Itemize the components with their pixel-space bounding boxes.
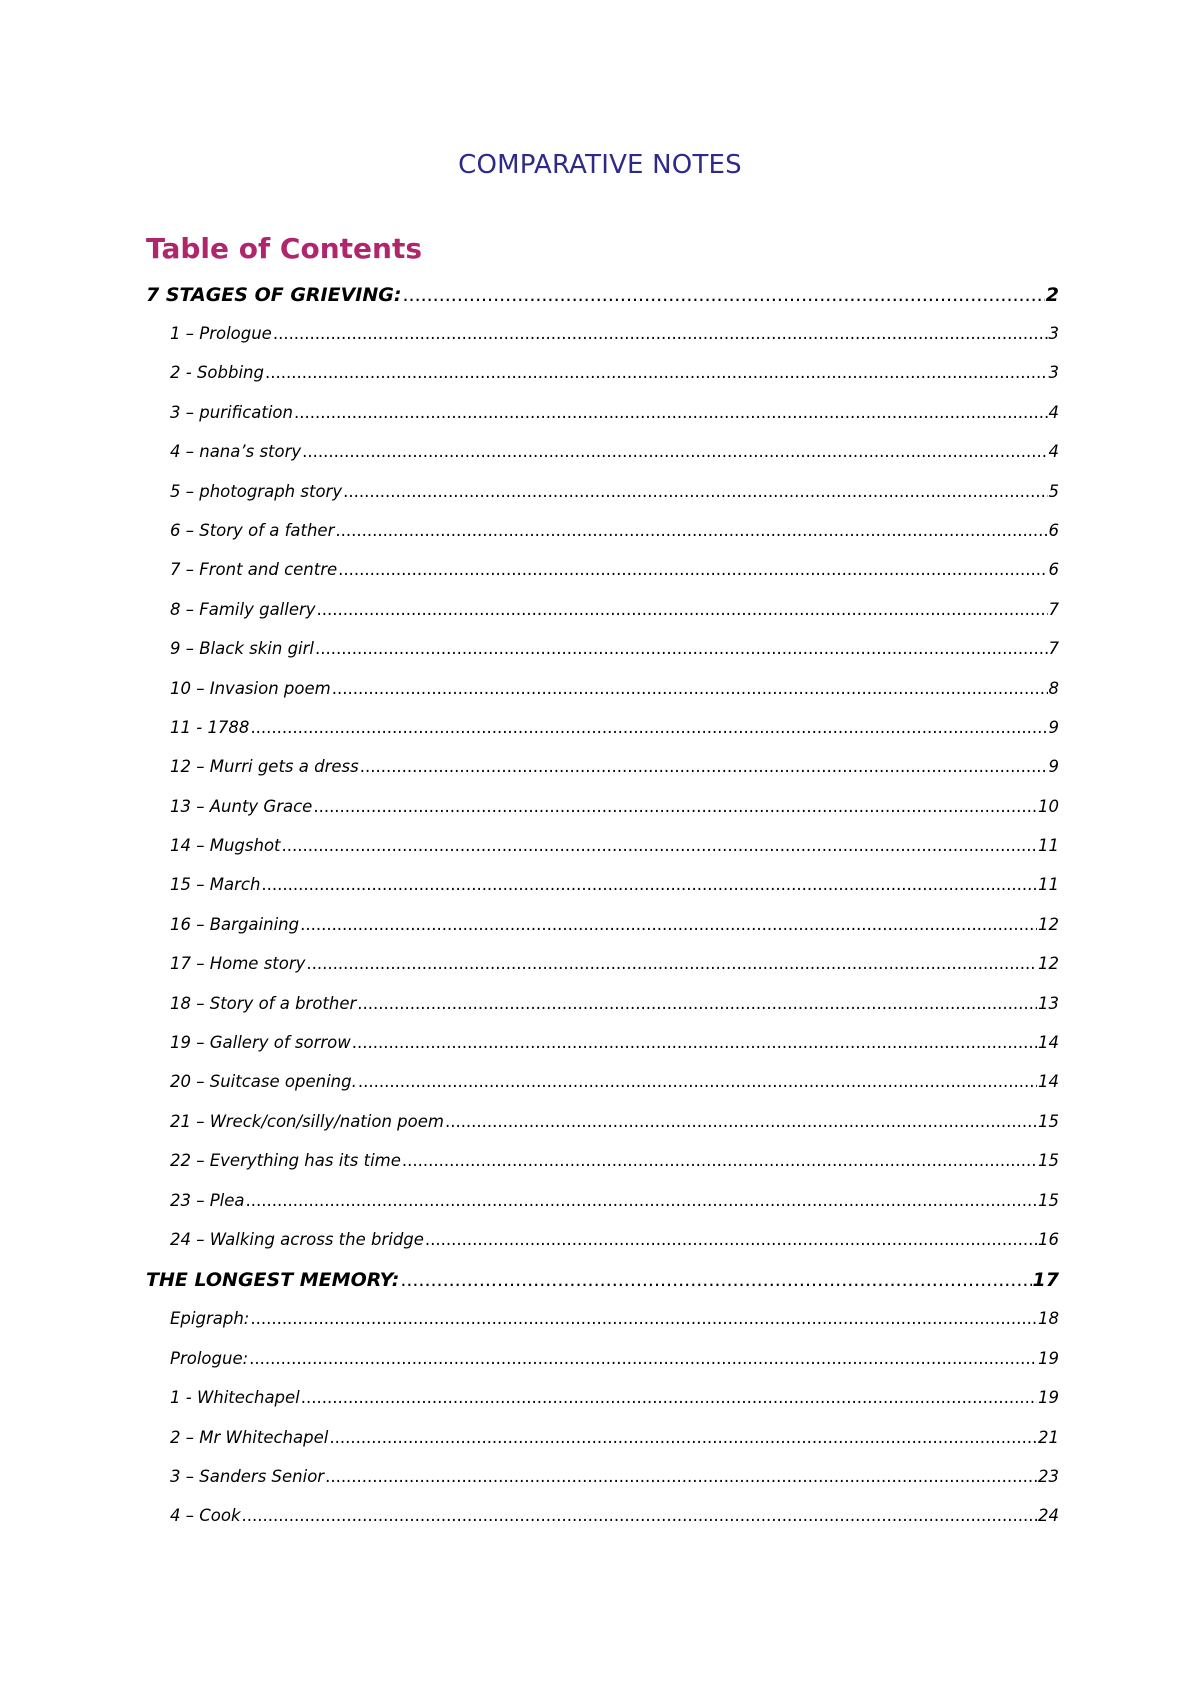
toc-dot-leader [402, 284, 1044, 306]
toc-dot-leader [246, 1191, 1037, 1210]
toc-entry-label: 18 – Story of a brother [170, 993, 357, 1013]
toc-entry-label: Epigraph: [170, 1309, 250, 1329]
toc-dot-leader [335, 521, 1047, 540]
toc-dot-leader [250, 1309, 1037, 1328]
toc-entry-label: 4 – nana’s story [170, 442, 302, 462]
toc-subsection-entry[interactable] [146, 442, 1059, 481]
toc-entry-label: THE LONGEST MEMORY: [146, 1269, 400, 1292]
toc-subsection-entry[interactable] [146, 718, 1059, 757]
toc-page-number: 23 [1038, 1466, 1059, 1486]
toc-entry-label: 10 – Invasion poem [170, 678, 331, 698]
document-title: COMPARATIVE NOTES [458, 150, 742, 180]
toc-entry-label: 7 STAGES OF GRIEVING: [146, 284, 402, 306]
toc-dot-leader [249, 1349, 1037, 1368]
toc-subsection-entry[interactable] [146, 1506, 1059, 1545]
toc-dot-leader [313, 797, 1037, 816]
toc-dot-leader [315, 639, 1048, 658]
toc-page-number: 15 [1038, 1151, 1059, 1171]
toc-entry-label: 20 – Suitcase opening. [170, 1072, 357, 1092]
toc-subsection-entry[interactable] [146, 1072, 1059, 1111]
toc-entry-label: 6 – Story of a father [170, 520, 335, 540]
toc-dot-leader [425, 1230, 1037, 1249]
toc-heading: Table of Contents [146, 232, 423, 265]
toc-page-number: 14 [1038, 1033, 1059, 1053]
toc-subsection-entry[interactable] [146, 521, 1059, 560]
toc-page-number: 17 [1032, 1269, 1059, 1292]
toc-subsection-entry[interactable] [146, 1230, 1059, 1269]
toc-page-number: 3 [1048, 363, 1059, 383]
toc-page-number: 12 [1038, 954, 1059, 974]
toc-entry-label: 15 – March [170, 875, 261, 895]
toc-page-number: 24 [1038, 1506, 1059, 1526]
toc-dot-leader [306, 954, 1037, 973]
toc-dot-leader [332, 679, 1048, 698]
toc-subsection-entry[interactable] [146, 797, 1059, 836]
toc-subsection-entry[interactable] [146, 1349, 1059, 1388]
toc-dot-leader [325, 1467, 1037, 1486]
toc-page-number: 18 [1038, 1309, 1059, 1329]
toc-page-number: 21 [1038, 1427, 1059, 1447]
toc-subsection-entry[interactable] [146, 1467, 1059, 1506]
toc-dot-leader [301, 1388, 1037, 1407]
toc-page-number: 10 [1038, 796, 1059, 816]
toc-dot-leader [317, 600, 1048, 619]
toc-entry-label: 24 – Walking across the bridge [170, 1229, 424, 1249]
toc-subsection-entry[interactable] [146, 1309, 1059, 1348]
toc-dot-leader [352, 1033, 1037, 1052]
toc-page-number: 14 [1038, 1072, 1059, 1092]
toc-page-number: 6 [1048, 520, 1059, 540]
toc-page-number: 19 [1038, 1348, 1059, 1368]
toc-entry-label: 12 – Murri gets a dress [170, 757, 359, 777]
toc-list [146, 284, 1059, 1546]
toc-entry-label: Prologue: [170, 1348, 249, 1368]
toc-subsection-entry[interactable] [146, 1428, 1059, 1467]
toc-dot-leader [250, 718, 1047, 737]
toc-dot-leader [265, 363, 1048, 382]
toc-page-number: 5 [1048, 481, 1059, 501]
toc-dot-leader [445, 1112, 1037, 1131]
toc-dot-leader [261, 875, 1037, 894]
toc-page-number: 7 [1048, 599, 1059, 619]
toc-dot-leader [402, 1151, 1037, 1170]
toc-page-number: 6 [1048, 560, 1059, 580]
toc-subsection-entry[interactable] [146, 1151, 1059, 1190]
toc-subsection-entry[interactable] [146, 324, 1059, 363]
toc-entry-label: 14 – Mugshot [170, 836, 281, 856]
toc-entry-label: 4 – Cook [170, 1506, 241, 1526]
toc-entry-label: 17 – Home story [170, 954, 306, 974]
toc-dot-leader [400, 1269, 1031, 1291]
toc-entry-label: 8 – Family gallery [170, 599, 316, 619]
toc-dot-leader [300, 915, 1037, 934]
toc-entry-label: 1 – Prologue [170, 324, 272, 343]
toc-entry-label: 11 - 1788 [170, 717, 250, 737]
toc-dot-leader [282, 836, 1037, 855]
toc-dot-leader [358, 1072, 1037, 1091]
toc-entry-label: 9 – Black skin girl [170, 639, 314, 659]
toc-subsection-entry[interactable] [146, 363, 1059, 402]
toc-dot-leader [294, 403, 1048, 422]
toc-entry-label: 2 - Sobbing [170, 363, 264, 383]
toc-page-number: 15 [1038, 1190, 1059, 1210]
toc-entry-label: 1 - Whitechapel [170, 1388, 300, 1408]
toc-subsection-entry[interactable] [146, 560, 1059, 599]
toc-page-number: 9 [1048, 757, 1059, 777]
toc-subsection-entry[interactable] [146, 915, 1059, 954]
toc-page-number: 13 [1038, 993, 1059, 1013]
toc-entry-label: 22 – Everything has its time [170, 1151, 401, 1171]
toc-subsection-entry[interactable] [146, 1033, 1059, 1072]
toc-subsection-entry[interactable] [146, 600, 1059, 639]
toc-dot-leader [273, 324, 1048, 343]
toc-entry-label: 13 – Aunty Grace [170, 796, 313, 816]
toc-page-number: 9 [1048, 717, 1059, 737]
toc-entry-label: 3 – Sanders Senior [170, 1466, 325, 1486]
toc-entry-label: 3 – purification [170, 402, 293, 422]
toc-subsection-entry[interactable] [146, 1388, 1059, 1427]
toc-subsection-entry[interactable] [146, 1112, 1059, 1151]
toc-page-number: 11 [1038, 875, 1059, 895]
toc-entry-label: 7 – Front and centre [170, 560, 338, 580]
toc-page-number: 15 [1038, 1111, 1059, 1131]
toc-subsection-entry[interactable] [146, 954, 1059, 993]
toc-entry-label: 21 – Wreck/con/silly/nation poem [170, 1111, 444, 1131]
toc-dot-leader [357, 994, 1037, 1013]
toc-entry-label: 19 – Gallery of sorrow [170, 1033, 351, 1053]
toc-subsection-entry[interactable] [146, 403, 1059, 442]
toc-subsection-entry[interactable] [146, 836, 1059, 875]
toc-subsection-entry[interactable] [146, 994, 1059, 1033]
toc-dot-leader [329, 1428, 1037, 1447]
toc-page-number: 4 [1048, 402, 1059, 422]
toc-entry-label: 2 – Mr Whitechapel [170, 1427, 329, 1447]
toc-page-number: 2 [1045, 284, 1059, 306]
toc-subsection-entry[interactable] [146, 1191, 1059, 1230]
toc-page-number: 8 [1048, 678, 1059, 698]
toc-subsection-entry[interactable] [146, 679, 1059, 718]
toc-dot-leader [242, 1506, 1037, 1525]
toc-page-number: 12 [1038, 914, 1059, 934]
toc-page-number: 16 [1038, 1229, 1059, 1249]
toc-subsection-entry[interactable] [146, 639, 1059, 678]
toc-section-entry[interactable] [146, 284, 1059, 324]
toc-dot-leader [360, 757, 1048, 776]
toc-page-number: 19 [1038, 1388, 1059, 1408]
toc-page-number: 11 [1038, 836, 1059, 856]
toc-section-entry[interactable] [146, 1269, 1059, 1309]
toc-subsection-entry[interactable] [146, 875, 1059, 914]
toc-dot-leader [343, 482, 1047, 501]
toc-page-number: 3 [1048, 324, 1059, 343]
toc-subsection-entry[interactable] [146, 482, 1059, 521]
toc-dot-leader [338, 560, 1047, 579]
toc-page-number: 4 [1048, 442, 1059, 462]
toc-entry-label: 5 – photograph story [170, 481, 343, 501]
toc-entry-label: 23 – Plea [170, 1190, 245, 1210]
toc-subsection-entry[interactable] [146, 757, 1059, 796]
toc-dot-leader [302, 442, 1047, 461]
toc-page-number: 7 [1048, 639, 1059, 659]
toc-entry-label: 16 – Bargaining [170, 914, 300, 934]
